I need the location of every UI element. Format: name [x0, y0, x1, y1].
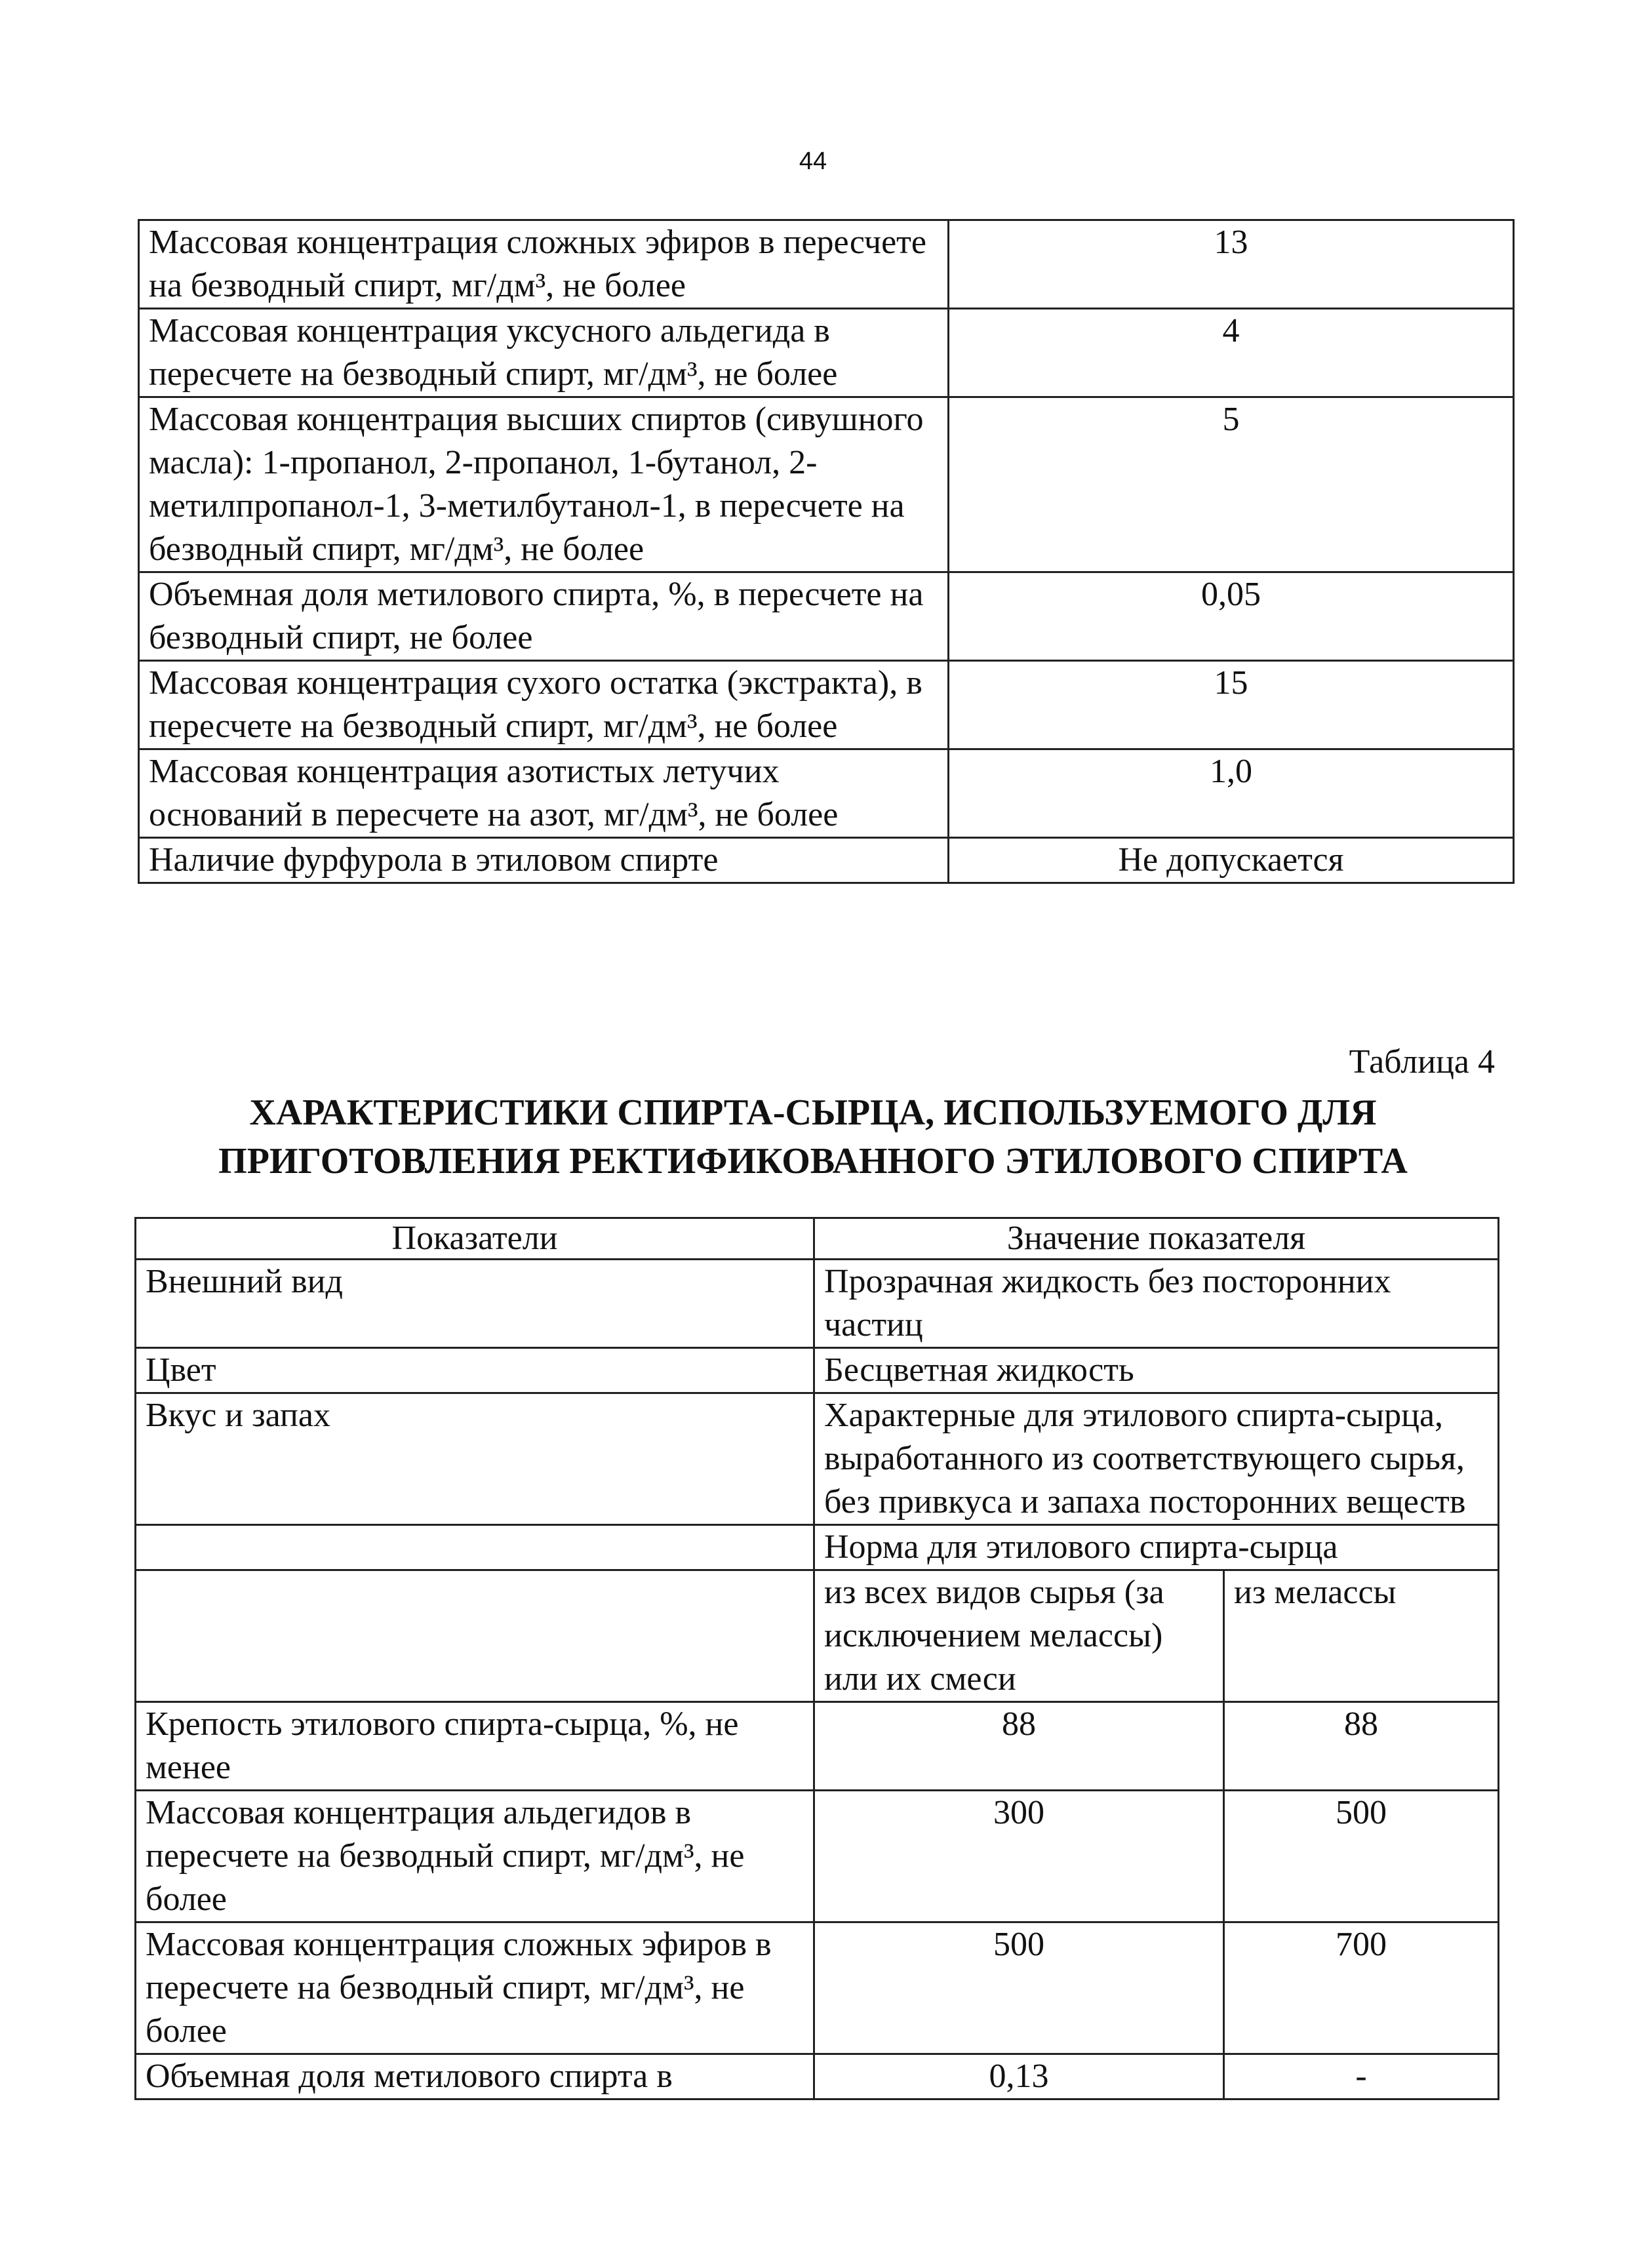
row-label: Массовая концентрация сухого остатка (экстракта), в пересчете на безводный спирт, мг/дм³, не более: [139, 661, 949, 749]
empty-cell: [136, 1570, 814, 1702]
table-row: [139, 838, 1514, 883]
table-number-label: Таблица 4: [1349, 1043, 1495, 1081]
row-label: Массовая концентрация азотистых летучих оснований в пересчете на азот, мг/дм³, не более: [139, 749, 949, 838]
table-row: [136, 2054, 1499, 2099]
table-row: [139, 572, 1514, 661]
row-value: 1,0: [949, 749, 1514, 838]
row-label: Цвет: [136, 1348, 814, 1393]
row-label: Массовая концентрация сложных эфиров в пересчете на безводный спирт, мг/дм³, не более: [136, 1922, 814, 2054]
row-value: Не допускается: [949, 838, 1514, 883]
header-value: Значение показателя: [814, 1218, 1499, 1260]
table-row: [136, 1348, 1499, 1393]
table-row: [136, 1393, 1499, 1525]
table-row: [136, 1702, 1499, 1791]
row-value: 15: [949, 661, 1514, 749]
row-value: Бесцветная жидкость: [814, 1348, 1499, 1393]
row-value: 4: [949, 309, 1514, 397]
row-label: Внешний вид: [136, 1260, 814, 1348]
page-number: 44: [799, 148, 827, 175]
row-label: Массовая концентрация сложных эфиров в пересчете на безводный спирт, мг/дм³, не более: [139, 220, 949, 309]
table-row: [136, 1922, 1499, 2054]
row-label: Крепость этилового спирта-сырца, %, не менее: [136, 1702, 814, 1791]
header-indicators: Показатели: [136, 1218, 814, 1260]
table-row: [139, 309, 1514, 397]
table-row: [136, 1791, 1499, 1922]
norm-header: Норма для этилового спирта-сырца: [814, 1525, 1499, 1570]
empty-cell: [136, 1525, 814, 1570]
value-molasses: 500: [1224, 1791, 1499, 1922]
value-all-raw: 500: [814, 1922, 1224, 2054]
table-raw-spirit-characteristics: [134, 1217, 1499, 2100]
row-value: Прозрачная жидкость без посторонних частиц: [814, 1260, 1499, 1348]
table-row: [139, 397, 1514, 572]
row-label: Объемная доля метилового спирта в: [136, 2054, 814, 2099]
table-header-row: [136, 1218, 1499, 1260]
subheader-all-raw: из всех видов сырья (за исключением мелассы) или их смеси: [814, 1570, 1224, 1702]
value-molasses: 700: [1224, 1922, 1499, 2054]
table-spirit-requirements: [138, 219, 1515, 884]
row-label: Вкус и запах: [136, 1393, 814, 1525]
row-label: Массовая концентрация уксусного альдегида в пересчете на безводный спирт, мг/дм³, не более: [139, 309, 949, 397]
row-label: Наличие фурфурола в этиловом спирте: [139, 838, 949, 883]
row-value: 0,05: [949, 572, 1514, 661]
value-all-raw: 0,13: [814, 2054, 1224, 2099]
value-all-raw: 300: [814, 1791, 1224, 1922]
value-molasses: -: [1224, 2054, 1499, 2099]
norm-header-row: [136, 1525, 1499, 1570]
table-row: [136, 1260, 1499, 1348]
row-value: 13: [949, 220, 1514, 309]
table-row: [139, 661, 1514, 749]
row-label: Массовая концентрация высших спиртов (сивушного масла): 1-пропанол, 2-пропанол, 1-бутанол, 2-метилпропанол-1, 3-метилбутанол-1, в пересчете на безводный спирт, мг/дм³, не более: [139, 397, 949, 572]
table-row: [139, 749, 1514, 838]
row-value: 5: [949, 397, 1514, 572]
value-molasses: 88: [1224, 1702, 1499, 1791]
value-all-raw: 88: [814, 1702, 1224, 1791]
subheader-row: [136, 1570, 1499, 1702]
row-label: Массовая концентрация альдегидов в пересчете на безводный спирт, мг/дм³, не более: [136, 1791, 814, 1922]
table-title: ХАРАКТЕРИСТИКИ СПИРТА-СЫРЦА, ИСПОЛЬЗУЕМОГО ДЛЯ ПРИГОТОВЛЕНИЯ РЕКТИФИКОВАННОГО ЭТИЛОВОГО СПИРТА: [218, 1092, 1408, 1182]
subheader-molasses: из мелассы: [1224, 1570, 1499, 1702]
row-label: Объемная доля метилового спирта, %, в пересчете на безводный спирт, не более: [139, 572, 949, 661]
row-value: Характерные для этилового спирта-сырца, выработанного из соответствующего сырья, без привкуса и запаха посторонних веществ: [814, 1393, 1499, 1525]
table-row: [139, 220, 1514, 309]
